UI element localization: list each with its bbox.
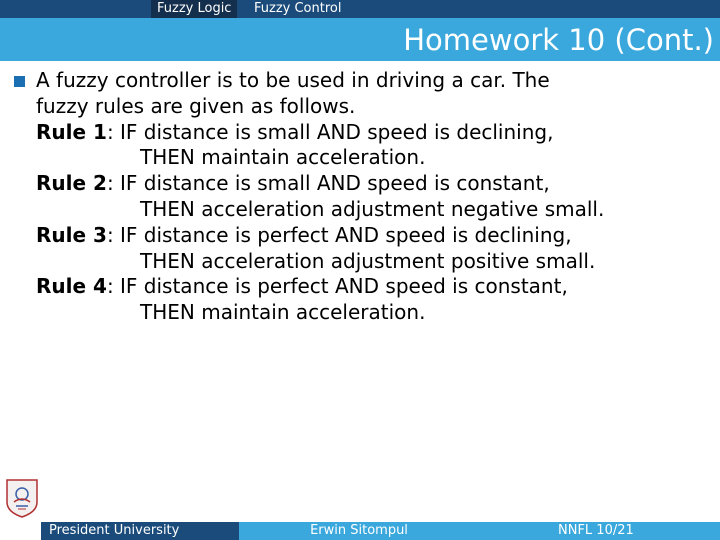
footer-author: Erwin Sitompul [239, 522, 479, 540]
rule-condition: : IF distance is perfect AND speed is constant, [106, 274, 568, 299]
rule-1 [14, 120, 714, 172]
rule-consequence: THEN maintain acceleration. [140, 145, 426, 170]
bullet-icon [14, 76, 25, 87]
title-bar [0, 18, 720, 61]
rule-condition: : IF distance is small AND speed is declining, [106, 119, 554, 144]
tab-fuzzy-control[interactable]: Fuzzy Control [254, 1, 342, 16]
footer-bar [0, 522, 720, 540]
rule-3 [14, 223, 714, 275]
university-logo-icon [4, 478, 40, 518]
slide-title: Homework 10 (Cont.) [403, 23, 714, 57]
footer-institution: President University [41, 522, 239, 540]
rule-name: Rule 3 [36, 222, 107, 247]
rule-name: Rule 2 [36, 171, 107, 196]
intro-line-1: A fuzzy controller is to be used in driving a car. The [36, 68, 550, 92]
top-navigation-bar [0, 0, 720, 18]
rule-name: Rule 1 [36, 119, 107, 144]
rule-condition: : IF distance is perfect AND speed is declining, [106, 222, 572, 247]
rule-condition: : IF distance is small AND speed is constant, [106, 171, 550, 196]
rule-consequence: THEN acceleration adjustment negative small. [140, 196, 605, 221]
footer-page-number: NNFL 10/21 [479, 522, 720, 540]
rule-4 [14, 274, 714, 326]
tab-fuzzy-logic[interactable]: Fuzzy Logic [151, 0, 237, 18]
intro-line-2: fuzzy rules are given as follows. [36, 93, 356, 118]
rule-consequence: THEN maintain acceleration. [140, 300, 426, 325]
rule-name: Rule 4 [36, 274, 107, 299]
slide-content [14, 68, 714, 326]
rule-consequence: THEN acceleration adjustment positive small. [140, 248, 596, 273]
rule-2 [14, 171, 714, 223]
